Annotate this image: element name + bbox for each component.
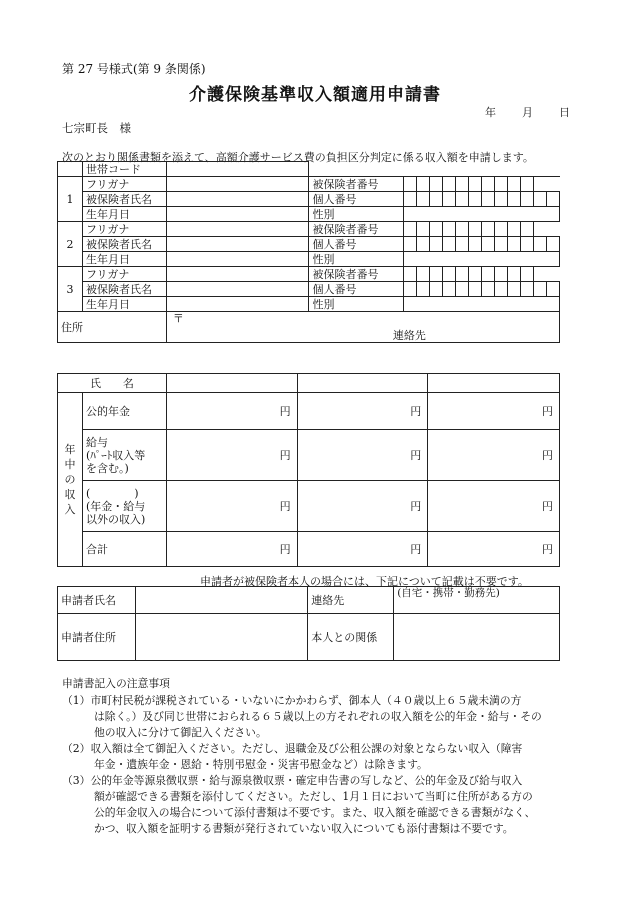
insured-number-label: 被保険者番号 <box>309 267 404 282</box>
number-digit-box[interactable] <box>417 267 430 282</box>
note-line: は除く。）及び同じ世帯におられる６５歳以上の方それぞれの収入額を公的年金・給与・その <box>94 710 542 723</box>
notes-heading: 申請書記入の注意事項 <box>62 677 170 690</box>
number-digit-box[interactable] <box>508 237 521 252</box>
number-digit-box[interactable] <box>482 237 495 252</box>
number-digit-box[interactable] <box>417 192 430 207</box>
insured-number-spacer <box>533 267 559 282</box>
number-digit-box[interactable] <box>443 267 456 282</box>
number-digit-box[interactable] <box>430 177 443 192</box>
number-digit-box[interactable] <box>520 222 533 237</box>
applicant-address-field[interactable] <box>135 614 307 661</box>
other-amount-2[interactable]: 円 <box>297 481 428 532</box>
name-cell-1[interactable] <box>166 374 297 393</box>
pension-label: 公的年金 <box>82 393 166 430</box>
contact-label: 連絡先 <box>392 329 426 342</box>
furigana-field[interactable] <box>166 177 309 192</box>
number-digit-box[interactable] <box>404 222 417 237</box>
number-digit-box[interactable] <box>495 192 508 207</box>
insured-name-label: 被保険者氏名 <box>82 192 166 207</box>
pension-amount-3[interactable]: 円 <box>428 393 560 430</box>
number-digit-box[interactable] <box>520 267 533 282</box>
number-digit-box[interactable] <box>495 177 508 192</box>
number-digit-box[interactable] <box>430 267 443 282</box>
insured-name-field[interactable] <box>166 282 309 297</box>
note-line: かつ、収入額を証明する書類が発行されていない収入についても添付書類は不要です。 <box>94 822 514 835</box>
number-digit-box[interactable] <box>495 267 508 282</box>
pension-amount-1[interactable]: 円 <box>166 393 297 430</box>
number-digit-box[interactable] <box>417 237 430 252</box>
birth-date-field[interactable] <box>166 207 309 222</box>
annual-income-vertical-text: 年 中 の 収 入 <box>64 443 76 516</box>
salary-label: 給与 (ﾊﾟｰﾄ収入等 を含む。) <box>82 430 166 481</box>
date-year-label: 年 <box>485 106 496 119</box>
number-digit-box[interactable] <box>430 192 443 207</box>
personal-number-label: 個人番号 <box>309 192 404 207</box>
insured-number-spacer <box>533 177 559 192</box>
number-digit-box[interactable] <box>443 282 456 297</box>
name-cell-3[interactable] <box>428 374 560 393</box>
number-digit-box[interactable] <box>520 192 533 207</box>
number-digit-box[interactable] <box>443 177 456 192</box>
address-label: 住所 <box>58 312 167 343</box>
number-digit-box[interactable] <box>520 237 533 252</box>
sex-field[interactable] <box>404 207 560 222</box>
applicant-address-label: 申請者住所 <box>58 614 136 661</box>
household-spacer <box>309 162 560 177</box>
number-digit-box[interactable] <box>533 192 546 207</box>
addressee: 七宗町長 様 <box>62 121 131 135</box>
other-income-label: ( ) (年金・給与 以外の収入) <box>82 481 166 532</box>
number-digit-box[interactable] <box>520 177 533 192</box>
number-digit-box[interactable] <box>508 177 521 192</box>
applicant-table <box>57 586 560 661</box>
sex-label: 性別 <box>309 297 404 312</box>
salary-amount-3[interactable]: 円 <box>428 430 560 481</box>
sex-label: 性別 <box>309 252 404 267</box>
total-amount-1[interactable]: 円 <box>166 532 297 567</box>
applicant-name-field[interactable] <box>135 587 307 614</box>
number-digit-box[interactable] <box>508 282 521 297</box>
note-line: 収入額は全て御記入ください。ただし、退職金及び公租公課の対象とならない収入（障害 <box>90 742 523 755</box>
furigana-field[interactable] <box>166 222 309 237</box>
salary-amount-1[interactable]: 円 <box>166 430 297 481</box>
number-digit-box[interactable] <box>417 222 430 237</box>
date-month-label: 月 <box>522 106 533 119</box>
applicant-note: 申請者が被保険者本人の場合には、下記について記載は不要です。 <box>200 575 529 588</box>
number-digit-box[interactable] <box>469 237 482 252</box>
number-digit-box[interactable] <box>495 282 508 297</box>
note-item <box>62 693 542 741</box>
note-item <box>62 773 542 837</box>
number-digit-box[interactable] <box>430 282 443 297</box>
insured-persons-table <box>57 161 560 343</box>
birth-date-field[interactable] <box>166 297 309 312</box>
note-line: 年金・遺族年金・恩給・特別弔慰金・災害弔慰金など）は除きます。 <box>94 758 428 771</box>
number-digit-box[interactable] <box>430 222 443 237</box>
number-digit-box[interactable] <box>456 177 469 192</box>
person-index: 2 <box>58 222 83 267</box>
intro-text: 次のとおり関係書類を添えて、高額介護サービス費の負担区分判定に係る収入額を申請します。 <box>62 151 534 164</box>
number-digit-box[interactable] <box>417 177 430 192</box>
note-line: 市町村民税が課税されている・いないにかかわらず、御本人（４０歳以上６５歳未満の方 <box>90 694 522 707</box>
number-digit-box[interactable] <box>404 267 417 282</box>
sex-field[interactable] <box>404 252 560 267</box>
relation-label: 本人との関係 <box>308 614 394 661</box>
date-day-label: 日 <box>559 106 570 119</box>
number-digit-box[interactable] <box>456 222 469 237</box>
annual-income-label <box>58 393 83 567</box>
birth-date-label: 生年月日 <box>82 252 166 267</box>
number-digit-box[interactable] <box>456 282 469 297</box>
applicant-contact-label: 連絡先 <box>308 587 394 614</box>
number-digit-box[interactable] <box>520 282 533 297</box>
number-digit-box[interactable] <box>469 282 482 297</box>
number-digit-box[interactable] <box>417 282 430 297</box>
contact-hint: (自宅・携帯・勤務先) <box>397 587 500 599</box>
note-item <box>62 741 542 773</box>
number-digit-box[interactable] <box>508 267 521 282</box>
number-digit-box[interactable] <box>482 282 495 297</box>
number-digit-box[interactable] <box>404 177 417 192</box>
total-amount-2[interactable]: 円 <box>297 532 428 567</box>
number-digit-box[interactable] <box>546 282 559 297</box>
insured-name-label: 被保険者氏名 <box>82 282 166 297</box>
address-field[interactable] <box>166 312 559 343</box>
birth-date-label: 生年月日 <box>82 207 166 222</box>
insured-name-label: 被保険者氏名 <box>82 237 166 252</box>
number-digit-box[interactable] <box>533 237 546 252</box>
note-line: 額が確認できる書類を添付してください。ただし、1月１日において当町に住所がある方の <box>94 790 533 803</box>
insured-name-field[interactable] <box>166 237 309 252</box>
number-digit-box[interactable] <box>482 267 495 282</box>
number-digit-box[interactable] <box>469 222 482 237</box>
relation-field[interactable] <box>394 614 560 661</box>
number-digit-box[interactable] <box>456 192 469 207</box>
insured-number-label: 被保険者番号 <box>309 177 404 192</box>
salary-amount-2[interactable]: 円 <box>297 430 428 481</box>
number-digit-box[interactable] <box>469 177 482 192</box>
household-code-field[interactable] <box>166 162 309 177</box>
number-digit-box[interactable] <box>508 222 521 237</box>
furigana-label: フリガナ <box>82 267 166 282</box>
person-index: 1 <box>58 177 83 222</box>
note-line: 公的年金収入の場合について添付書類は不要です。また、収入額を確認できる書類がなく、 <box>94 806 536 819</box>
number-digit-box[interactable] <box>469 192 482 207</box>
note-line: 公的年金等源泉徴収票・給与源泉徴収票・確定申告書の写しなど、公的年金及び給与収入 <box>90 774 523 787</box>
furigana-label: フリガナ <box>82 222 166 237</box>
note-number: （2） <box>62 742 91 755</box>
applicant-contact-field[interactable] <box>394 587 560 614</box>
page-title: 介護保険基準収入額適用申請書 <box>189 85 441 105</box>
name-cell-2[interactable] <box>297 374 428 393</box>
number-digit-box[interactable] <box>533 282 546 297</box>
birth-date-label: 生年月日 <box>82 297 166 312</box>
number-digit-box[interactable] <box>404 237 417 252</box>
number-digit-box[interactable] <box>482 222 495 237</box>
number-digit-box[interactable] <box>546 237 559 252</box>
number-digit-box[interactable] <box>482 192 495 207</box>
birth-date-field[interactable] <box>166 252 309 267</box>
total-amount-3[interactable]: 円 <box>428 532 560 567</box>
number-digit-box[interactable] <box>508 192 521 207</box>
other-amount-3[interactable]: 円 <box>428 481 560 532</box>
total-label: 合計 <box>82 532 166 567</box>
furigana-field[interactable] <box>166 267 309 282</box>
income-table <box>57 373 560 567</box>
number-digit-box[interactable] <box>443 192 456 207</box>
personal-number-label: 個人番号 <box>309 282 404 297</box>
sex-label: 性別 <box>309 207 404 222</box>
number-digit-box[interactable] <box>495 222 508 237</box>
number-digit-box[interactable] <box>404 192 417 207</box>
insured-number-spacer <box>533 222 559 237</box>
note-number: （3） <box>62 774 91 787</box>
number-digit-box[interactable] <box>546 192 559 207</box>
household-code-label: 世帯コード <box>82 162 166 177</box>
number-digit-box[interactable] <box>443 237 456 252</box>
note-number: （1） <box>62 694 91 707</box>
number-digit-box[interactable] <box>443 222 456 237</box>
number-digit-box[interactable] <box>404 282 417 297</box>
sex-field[interactable] <box>404 297 560 312</box>
other-amount-1[interactable]: 円 <box>166 481 297 532</box>
postal-mark: 〒 <box>172 312 184 325</box>
form-number: 第 27 号様式(第 9 条関係) <box>62 62 206 76</box>
person-index: 3 <box>58 267 83 312</box>
insured-name-field[interactable] <box>166 192 309 207</box>
household-blank <box>58 162 83 177</box>
furigana-label: フリガナ <box>82 177 166 192</box>
number-digit-box[interactable] <box>495 237 508 252</box>
applicant-name-label: 申請者氏名 <box>58 587 136 614</box>
pension-amount-2[interactable]: 円 <box>297 393 428 430</box>
number-digit-box[interactable] <box>430 237 443 252</box>
number-digit-box[interactable] <box>456 237 469 252</box>
number-digit-box[interactable] <box>482 177 495 192</box>
note-line: 他の収入に分けて御記入ください。 <box>94 726 267 739</box>
notes-section <box>62 676 542 837</box>
personal-number-label: 個人番号 <box>309 237 404 252</box>
insured-number-label: 被保険者番号 <box>309 222 404 237</box>
number-digit-box[interactable] <box>456 267 469 282</box>
name-header: 氏 名 <box>58 374 167 393</box>
number-digit-box[interactable] <box>469 267 482 282</box>
